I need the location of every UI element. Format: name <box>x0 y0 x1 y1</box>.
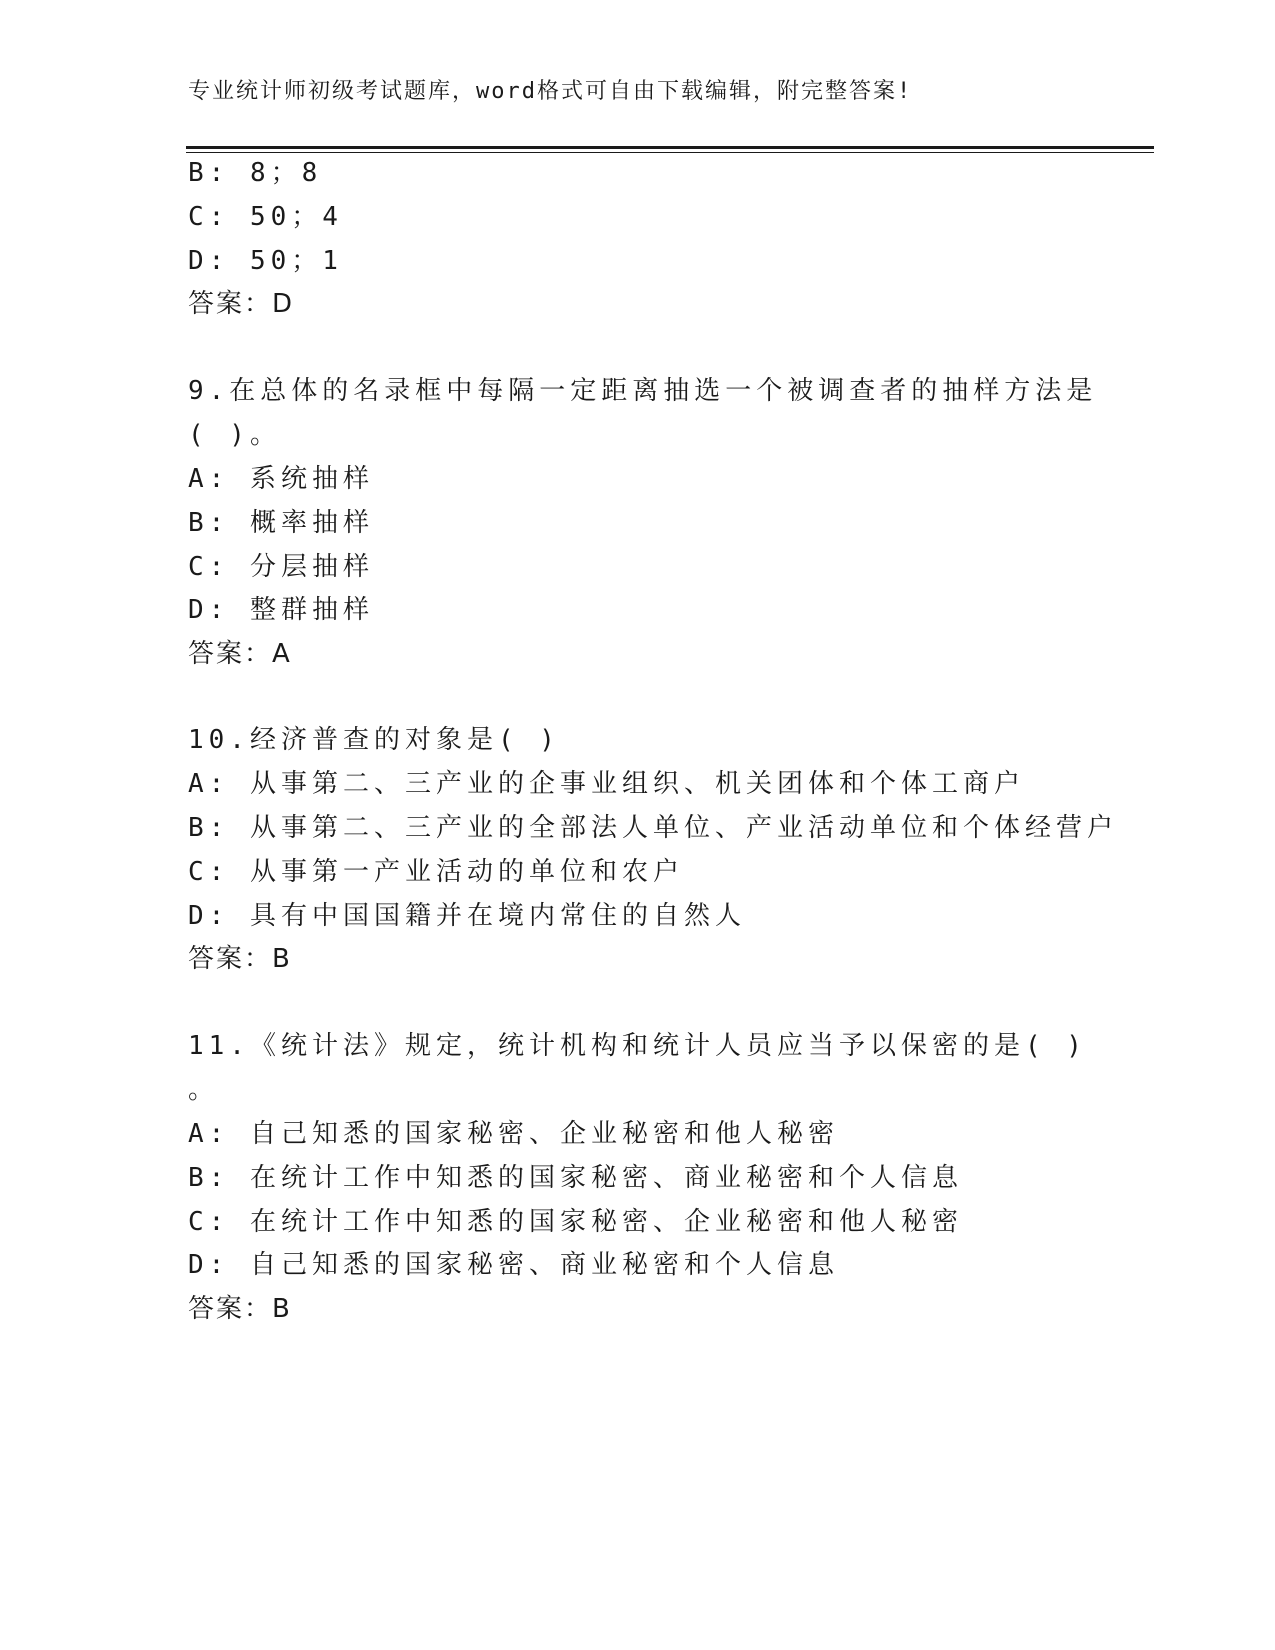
q11-answer: 答案：B <box>188 1294 292 1324</box>
q8-option-d: D: 50；1 <box>188 246 343 276</box>
q10-option-d: D: 具有中国国籍并在境内常住的自然人 <box>188 901 746 931</box>
q9-option-b: B: 概率抽样 <box>188 508 374 538</box>
q11-stem-line1: 11.《统计法》规定，统计机构和统计人员应当予以保密的是( ) <box>188 1031 1087 1061</box>
q8-option-c: C: 50；4 <box>188 202 343 232</box>
q8-answer: 答案：D <box>188 289 295 319</box>
q10-option-a: A: 从事第二、三产业的企事业组织、机关团体和个体工商户 <box>188 769 1025 799</box>
header-rule-thin <box>186 152 1154 153</box>
q10-option-b: B: 从事第二、三产业的全部法人单位、产业活动单位和个体经营户 <box>188 813 1118 843</box>
q11-option-d: D: 自己知悉的国家秘密、商业秘密和个人信息 <box>188 1250 839 1280</box>
q11-stem-line2: 。 <box>188 1075 220 1105</box>
q9-stem-line2: ( )。 <box>188 420 281 450</box>
q9-option-a: A: 系统抽样 <box>188 464 374 494</box>
q11-option-a: A: 自己知悉的国家秘密、企业秘密和他人秘密 <box>188 1119 839 1149</box>
q8-option-b: B: 8；8 <box>188 158 323 188</box>
q9-answer: 答案：A <box>188 639 292 669</box>
q11-option-b: B: 在统计工作中知悉的国家秘密、商业秘密和个人信息 <box>188 1163 963 1193</box>
q10-answer: 答案：B <box>188 944 292 974</box>
q10-stem-line1: 10.经济普查的对象是( ) <box>188 725 560 755</box>
q9-option-d: D: 整群抽样 <box>188 595 374 625</box>
q9-option-c: C: 分层抽样 <box>188 552 374 582</box>
q11-option-c: C: 在统计工作中知悉的国家秘密、企业秘密和他人秘密 <box>188 1207 963 1237</box>
header-rule-thick <box>186 146 1154 149</box>
q9-stem-line1: 9.在总体的名录框中每隔一定距离抽选一个被调查者的抽样方法是 <box>188 376 1098 406</box>
q10-option-c: C: 从事第一产业活动的单位和农户 <box>188 857 684 887</box>
page-header: 专业统计师初级考试题库，word格式可自由下载编辑，附完整答案! <box>188 79 913 104</box>
